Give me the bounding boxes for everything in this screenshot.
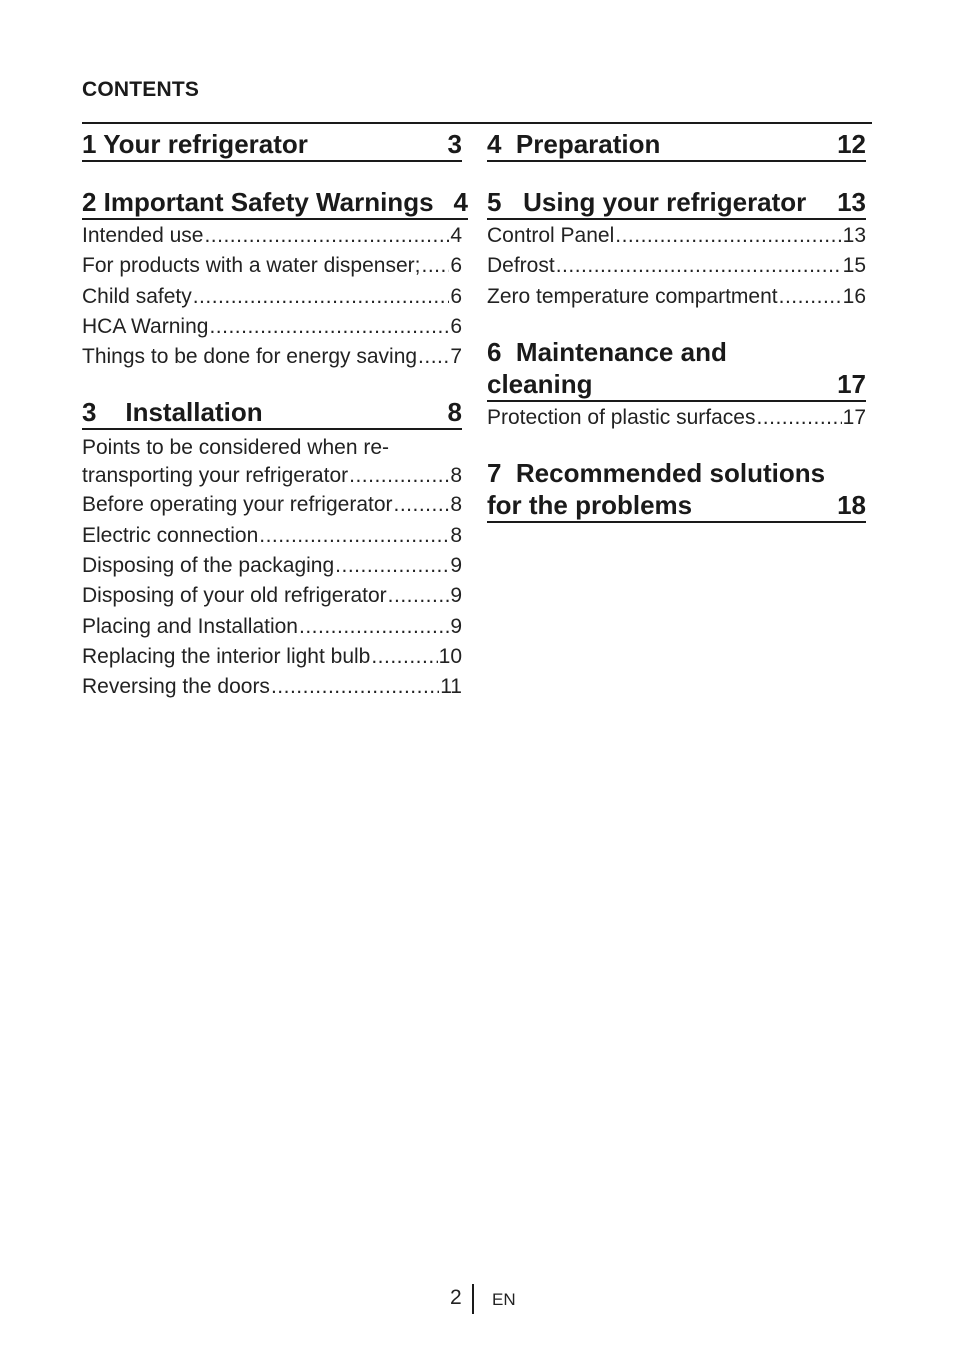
toc-section-5[interactable] (487, 186, 866, 312)
section-title-line2: cleaning (487, 368, 593, 399)
entry-page: 9 (450, 614, 462, 638)
section-heading[interactable] (82, 128, 462, 162)
leader-dots (259, 521, 449, 551)
entry-label: Replacing the interior light bulb (82, 644, 371, 668)
toc-entry[interactable] (487, 251, 866, 281)
section-page: 17 (837, 368, 866, 399)
toc-entry[interactable] (82, 251, 462, 281)
entry-page: 13 (842, 224, 866, 247)
section-title-line1: 7 Recommended solutions (487, 458, 826, 489)
entry-page: 7 (450, 345, 462, 369)
entry-label: Child safety (82, 284, 192, 308)
section-heading[interactable] (487, 186, 866, 220)
leader-dots (271, 672, 439, 702)
entry-page: 15 (842, 254, 866, 278)
entry-label: Defrost (487, 254, 555, 278)
entry-page: 17 (842, 405, 866, 429)
toc-left-column (82, 124, 468, 703)
leader-dots (418, 342, 449, 372)
toc-section-6[interactable] (487, 336, 866, 433)
toc-entry[interactable] (82, 342, 462, 372)
leader-dots (779, 282, 842, 312)
leader-dots (615, 221, 841, 251)
entry-page: 9 (450, 554, 462, 578)
page-number: 2 (450, 1286, 462, 1309)
toc-entry[interactable] (82, 312, 462, 342)
toc-section-2[interactable] (82, 186, 468, 372)
entry-page: 16 (842, 284, 866, 308)
toc-section-4[interactable] (487, 128, 866, 162)
section-title: 5 Using your refrigerator (487, 187, 807, 217)
toc-entry[interactable] (82, 672, 462, 702)
entry-label: Disposing of your old refrigerator (82, 584, 387, 608)
entry-label: Protection of plastic surfaces (487, 405, 756, 429)
section-page: 3 (447, 129, 462, 159)
section-title: 1 Your refrigerator (82, 129, 308, 159)
leader-dots (209, 312, 449, 342)
leader-dots (204, 221, 449, 251)
section-page: 13 (837, 187, 866, 217)
leader-dots (421, 251, 449, 281)
section-page: 18 (837, 490, 866, 521)
section-title-line2: for the problems (487, 490, 693, 521)
leader-dots (556, 251, 842, 281)
section-page: 12 (837, 129, 866, 159)
entry-page: 9 (450, 584, 462, 608)
toc-entry[interactable] (82, 642, 462, 672)
toc-entry[interactable] (82, 551, 462, 581)
entry-page: 8 (450, 523, 462, 547)
toc-entry[interactable] (82, 581, 462, 611)
entry-label: Zero temperature compartment (487, 284, 778, 308)
toc-section-7[interactable] (487, 457, 866, 523)
section-heading[interactable] (82, 186, 468, 220)
contents-heading: CONTENTS (82, 78, 200, 101)
entry-label: Things to be done for energy saving (82, 345, 418, 369)
section-title: 4 Preparation (487, 129, 661, 159)
entry-label: Placing and Installation (82, 614, 298, 638)
entry-label: For products with a water dispenser; (82, 254, 421, 278)
entry-page: 10 (438, 644, 462, 668)
leader-dots (299, 612, 449, 642)
section-heading[interactable] (82, 396, 462, 430)
leader-dots (388, 581, 450, 611)
section-heading[interactable] (487, 457, 866, 523)
leader-dots (349, 462, 449, 490)
section-page: 8 (447, 397, 462, 428)
leader-dots (193, 282, 450, 312)
language-code: EN (492, 1290, 516, 1309)
section-page: 4 (453, 187, 468, 217)
section-title: 3 Installation (82, 397, 263, 428)
entry-page: 8 (450, 464, 462, 488)
leader-dots (335, 551, 449, 581)
entry-page: 6 (450, 254, 462, 278)
toc-entry[interactable] (82, 612, 462, 642)
section-heading[interactable] (487, 336, 866, 402)
toc-entry[interactable] (487, 221, 866, 251)
entry-label: Disposing of the packaging (82, 554, 335, 578)
entry-page: 4 (450, 224, 462, 247)
entry-label: Electric connection (82, 523, 259, 547)
toc-section-1[interactable] (82, 128, 462, 162)
entry-label: Before operating your refrigerator (82, 493, 393, 517)
section-title-line1: 6 Maintenance and (487, 336, 727, 367)
toc-entry[interactable] (82, 282, 462, 312)
toc-entry[interactable] (487, 282, 866, 312)
entry-label-line1: Points to be considered when re- (82, 436, 390, 460)
leader-dots (394, 490, 450, 520)
entry-label: Control Panel (487, 224, 615, 247)
entry-label: Reversing the doors (82, 675, 270, 699)
toc-entry[interactable] (82, 221, 462, 251)
entry-label: Intended use (82, 224, 204, 247)
leader-dots (756, 403, 841, 433)
entry-page: 6 (450, 284, 462, 308)
page-footer (0, 1284, 954, 1316)
leader-dots (371, 642, 437, 672)
footer-divider (472, 1284, 474, 1314)
toc-right-column (487, 124, 866, 523)
entry-page: 6 (450, 314, 462, 338)
section-title: 2 Important Safety Warnings (82, 187, 434, 217)
section-heading[interactable] (487, 128, 866, 162)
entry-page: 11 (440, 675, 462, 699)
toc-entry[interactable] (82, 521, 462, 551)
toc-entry[interactable] (82, 434, 462, 490)
entry-label-line2: transporting your refrigerator (82, 464, 349, 488)
toc-section-3[interactable] (82, 396, 462, 702)
toc-entry[interactable] (82, 490, 462, 520)
entry-page: 8 (450, 493, 462, 517)
toc-entry[interactable] (487, 403, 866, 433)
entry-label: HCA Warning (82, 314, 209, 338)
